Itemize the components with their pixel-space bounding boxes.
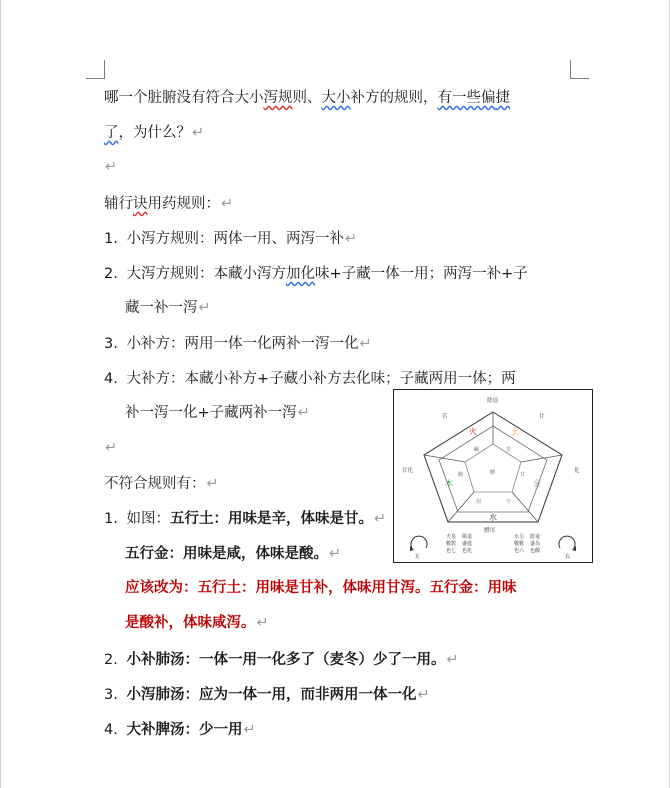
rule-text-cont: 藏一补一泻: [125, 300, 198, 316]
paragraph-mark: ↵: [221, 196, 234, 212]
issue-num: 2.: [104, 652, 118, 668]
inner-cell-label: 鹹: [474, 447, 480, 453]
issue-num: 1.: [104, 511, 118, 527]
paragraph-mark: ↵: [446, 652, 459, 668]
section1-heading: [104, 194, 233, 214]
issue-item-2: [104, 650, 459, 670]
intro-text-1-wavy: 泻规: [263, 90, 293, 106]
arrowhead-icon: [410, 546, 414, 551]
intro-line2-text: ，为什么？: [118, 125, 191, 141]
diagram-note: 也六: [514, 548, 525, 554]
inner-cell-label: 辛: [506, 499, 512, 505]
paragraph-mark: ↵: [297, 405, 310, 421]
issue-text: 大补脾汤：少一用: [126, 722, 243, 738]
rule-text-cont: 补一泻一化+子藏两补一泻: [125, 405, 297, 421]
element-earth-label: 土: [511, 427, 519, 436]
element-metal-label: 金: [533, 479, 541, 488]
diagram-note: 也七: [446, 548, 457, 554]
diagram-topleft-label: 苦: [442, 414, 448, 420]
rule-num: 1.: [104, 231, 118, 247]
diagram-right-label: 化: [574, 468, 580, 474]
element-water-label: 水: [489, 513, 497, 522]
intro-line2-wavy: 了: [104, 125, 119, 141]
five-elements-diagram: [393, 389, 593, 563]
margin-corner-left: [86, 60, 105, 79]
paragraph-mark: ↵: [206, 476, 219, 492]
empty-paragraph-2: [104, 438, 117, 458]
correction-line-2: [125, 613, 269, 633]
rule-num: 2.: [104, 266, 118, 282]
correction-text-1: 应该改为：五行土：用味是甘补，体味用甘泻。五行金：用味: [125, 580, 517, 596]
diagram-topright-label: 甘: [539, 414, 545, 420]
section2-heading: [104, 474, 219, 494]
rule-num: 3.: [104, 336, 118, 352]
intro-text-1: 哪一个脏腑没有符合大小: [104, 90, 264, 106]
paragraph-mark: ↵: [105, 159, 118, 175]
paragraph-mark: ↵: [344, 231, 358, 247]
issue-item-3: [104, 685, 430, 705]
diagram-arrow-right-label: 右: [565, 554, 571, 560]
issue-text: 小补肺汤：一体一用一化多了（麦冬）少了一用。: [126, 652, 446, 668]
section2-heading-text: 不符合规则有：: [104, 476, 206, 492]
intro-text-2: 则、: [292, 90, 322, 106]
spoke-line: [521, 455, 562, 462]
element-fire-label: 火: [469, 427, 477, 436]
diagram-note: 數數: [514, 541, 525, 547]
intro-line-2: [104, 123, 204, 143]
rotate-right-arrow-icon: [559, 536, 575, 548]
rule-item-2-cont: [125, 298, 211, 318]
rotate-left-arrow-icon: [411, 536, 427, 548]
empty-paragraph-1: [104, 157, 117, 177]
spoke-line: [424, 455, 465, 462]
rule-text: 大泻方规则：本藏小泻方: [126, 266, 286, 282]
rule-item-2: [104, 264, 528, 284]
paragraph-mark: ↵: [329, 546, 342, 562]
intro-text-3-wavy2: 捷: [495, 90, 510, 106]
rule-text: 大补方：本藏小补方+子藏小补方去化味；子藏两用一体；两: [126, 371, 516, 387]
diagram-left-notes: [446, 533, 472, 554]
paragraph-mark: ↵: [243, 722, 256, 738]
intro-text-3-wavy: 有一些偏: [437, 90, 496, 106]
page-edge-left: [0, 0, 1, 788]
section1-heading-post: 用药规则：: [147, 196, 220, 212]
rule-item-4: [104, 369, 516, 389]
paragraph-mark: ↵: [198, 300, 211, 316]
section1-heading-wavy: 诀: [133, 196, 148, 212]
arrowhead-icon: [572, 546, 576, 551]
diagram-note: 盛為: [530, 541, 541, 547]
diagram-note: 陰退: [530, 534, 541, 540]
diagram-note: 也酸: [530, 548, 541, 554]
rule-text: 小补方：两用一体一化两补一泻一化: [126, 336, 359, 352]
rule-item-1: [104, 229, 357, 249]
correction-line-1: [125, 578, 517, 598]
inner-cell-label: 甘: [520, 472, 526, 478]
issue-num: 3.: [104, 687, 118, 703]
diagram-bottom-label: 體用: [484, 528, 496, 534]
diagram-left-label: 甘化: [402, 468, 414, 474]
inner-cell-label: 用: [476, 499, 482, 505]
rule-text-post: 味+子藏一体一用；两泻一补+子: [314, 266, 528, 282]
diagram-note: 也化: [462, 548, 473, 554]
issue-pre: 如图：: [126, 511, 170, 527]
rule-item-3: [104, 334, 372, 354]
margin-corner-right: [570, 60, 589, 79]
issue-text-line2: 五行金：用味是咸，体味是酸。: [125, 546, 328, 562]
paragraph-mark: ↵: [359, 336, 372, 352]
inner-cell-label: 苦: [506, 447, 512, 453]
intro-line-1: [104, 88, 510, 108]
issue-item-1-line2: [125, 544, 341, 564]
issue-text: 五行土：用味是辛，体味是甘。: [169, 511, 373, 527]
correction-text-2: 是酸补，体味咸泻。: [125, 615, 256, 631]
rule-text-wavy: 加化: [285, 266, 315, 282]
diagram-note: 數数: [446, 541, 457, 547]
issue-text: 小泻肺汤：应为一体一用，而非两用一体一化: [126, 687, 417, 703]
rule-text: 小泻方规则：两体一用、两泻一补: [126, 231, 344, 247]
diagram-arrow-left-label: 左: [415, 554, 421, 560]
inner-cell-label: 酸: [458, 472, 464, 478]
diagram-note: 陽退: [462, 534, 473, 540]
element-wood-label: 木: [445, 479, 453, 488]
intro-text-2-wavy: 大小: [321, 90, 351, 106]
issue-num: 4.: [104, 722, 118, 738]
inner-cell-label: 體: [490, 470, 496, 476]
issue-item-4: [104, 720, 256, 740]
pentagon-svg: [394, 390, 592, 562]
section1-heading-pre: 辅行: [104, 196, 133, 212]
paragraph-mark: ↵: [373, 511, 387, 527]
spoke-line: [512, 492, 538, 522]
diagram-note: 水呈: [514, 534, 525, 540]
spoke-line: [448, 492, 474, 522]
paragraph-mark: ↵: [192, 125, 205, 141]
paragraph-mark: ↵: [417, 687, 430, 703]
paragraph-mark: ↵: [105, 440, 118, 456]
diagram-top-label: 陰退: [487, 398, 499, 404]
diagram-note: 盛進: [462, 541, 473, 547]
paragraph-mark: ↵: [256, 615, 269, 631]
diagram-note: 火泉: [446, 534, 457, 540]
rule-num: 4.: [104, 371, 118, 387]
diagram-right-notes: [514, 533, 541, 554]
intro-text-3: 补方的规则，: [350, 90, 438, 106]
issue-item-1: [104, 509, 386, 529]
rule-item-4-cont: [125, 403, 310, 423]
